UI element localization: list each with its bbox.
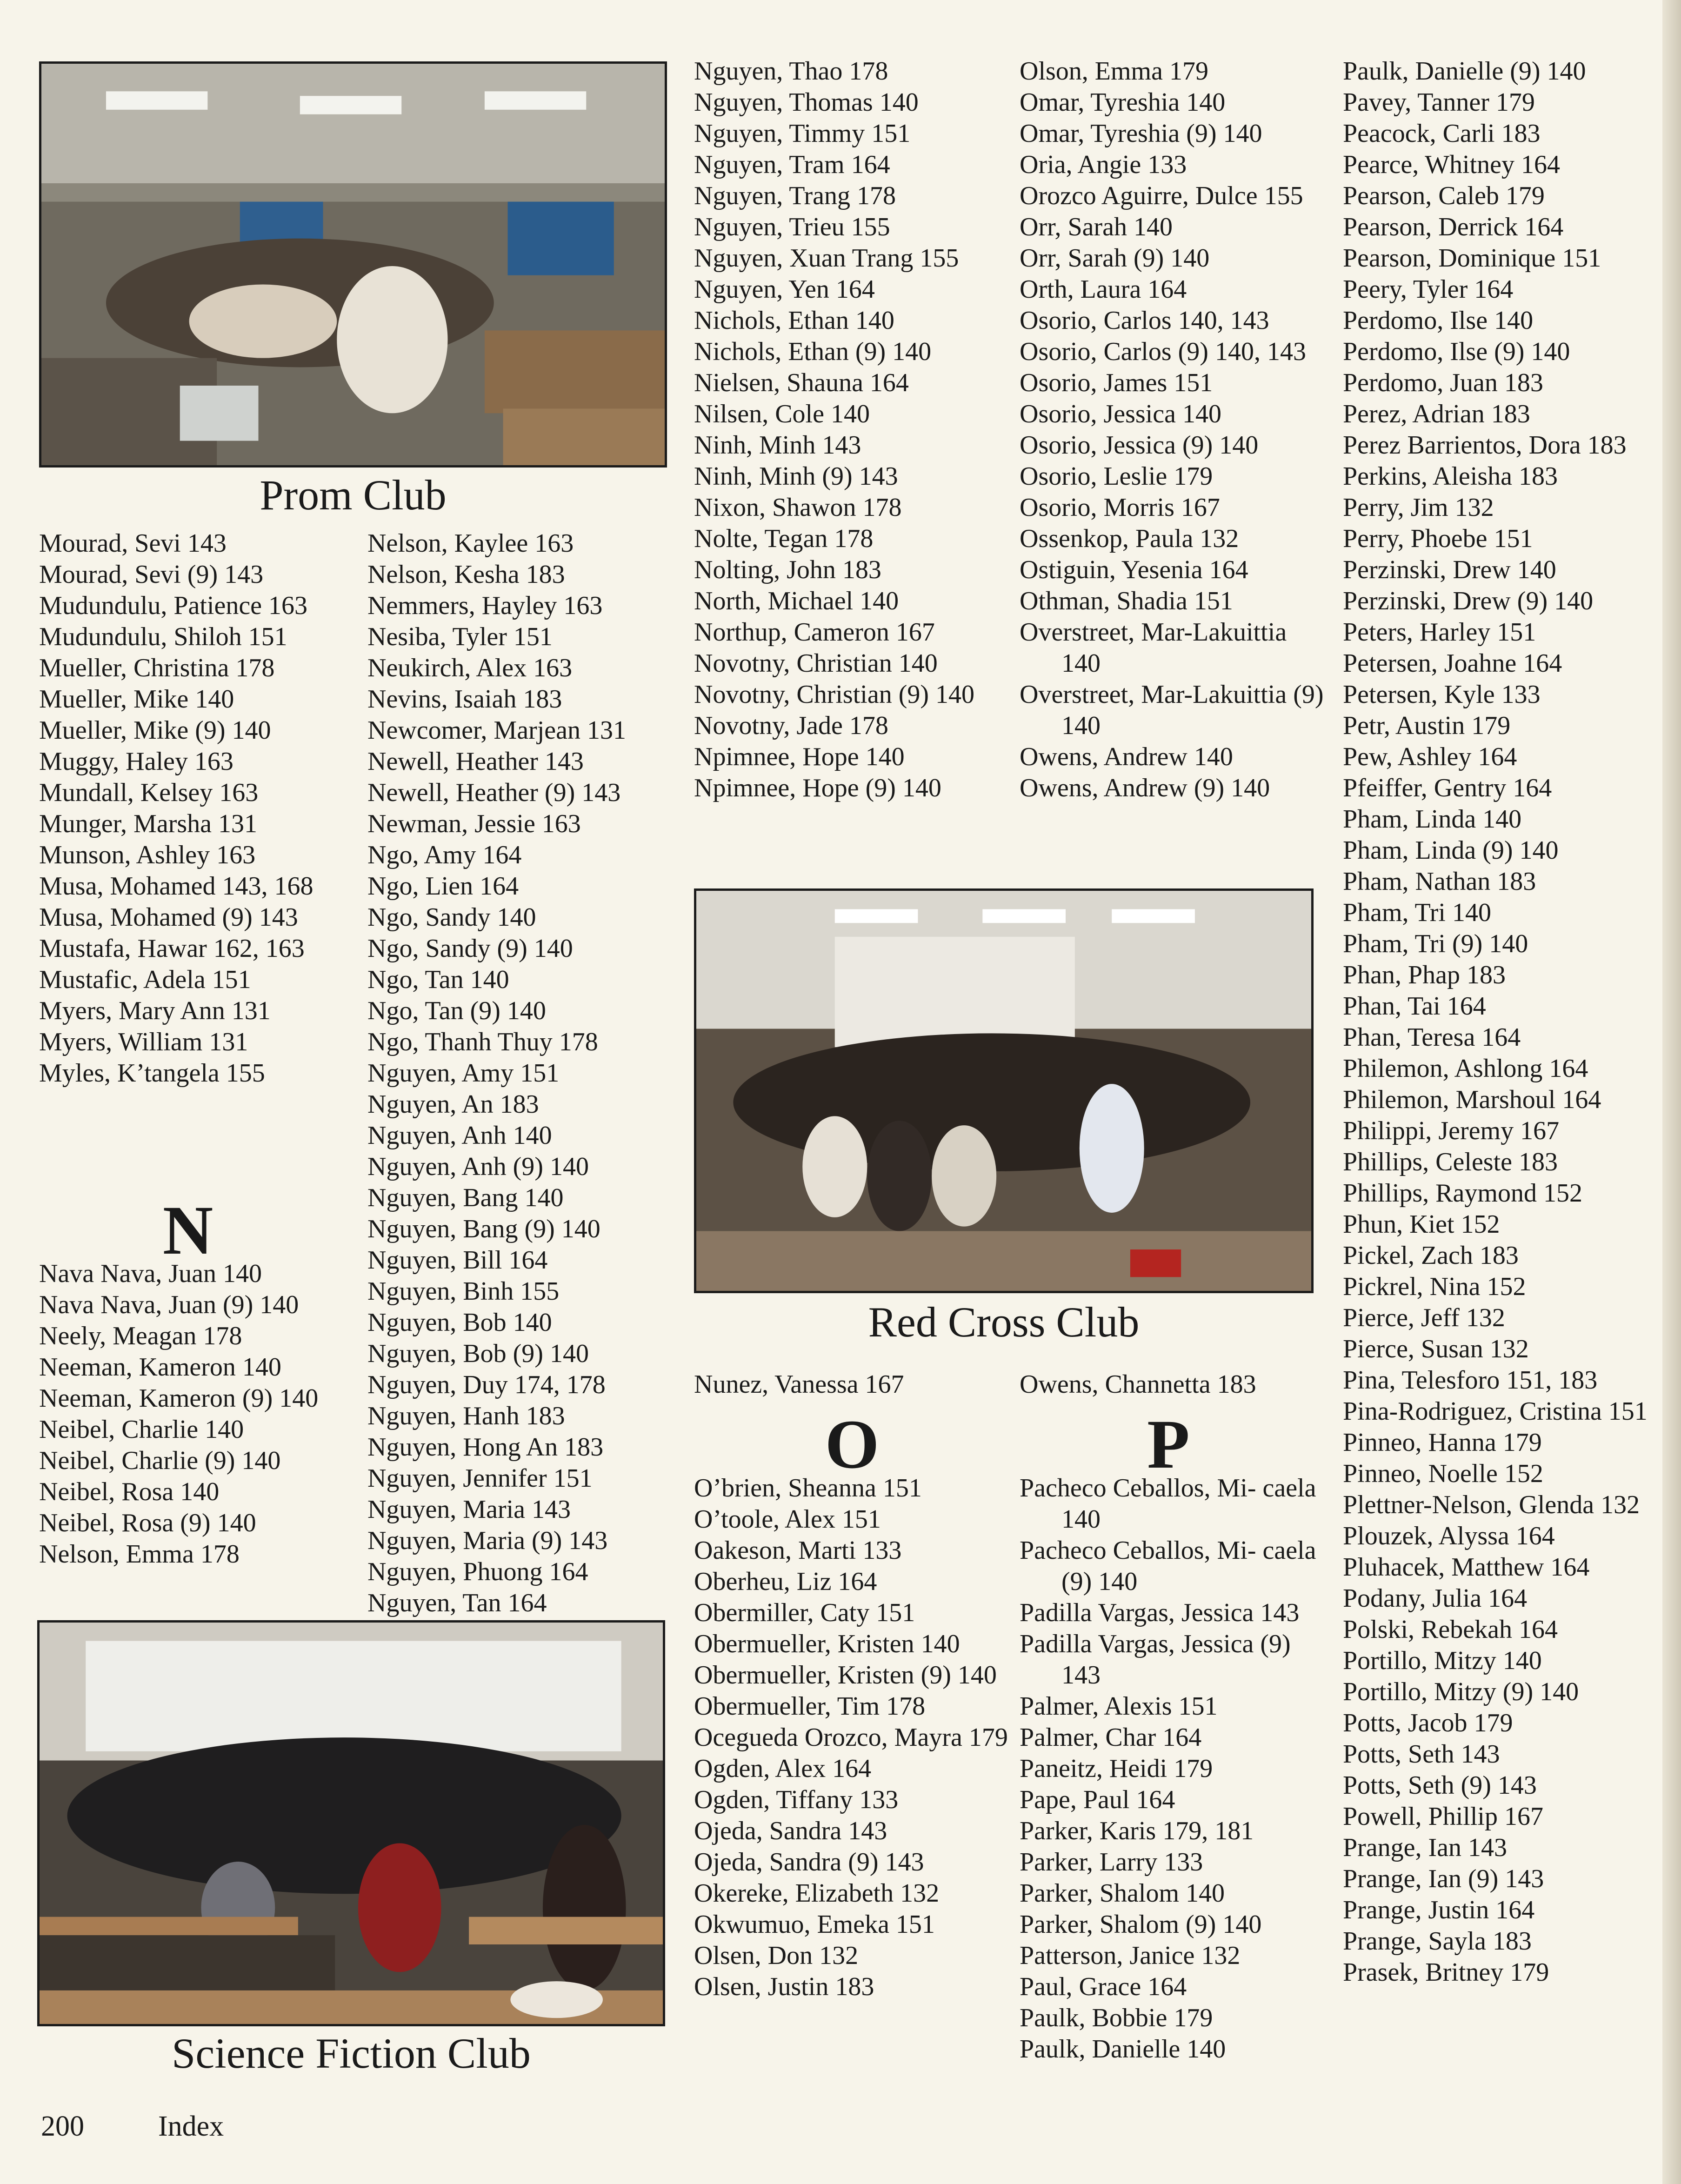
index-entry: Osorio, Jessica 140 (1020, 400, 1221, 428)
index-entry: Othman, Shadia 151 (1020, 587, 1233, 615)
index-entry: Perry, Phoebe 151 (1343, 524, 1533, 553)
index-entry: Pham, Linda 140 (1343, 805, 1522, 834)
index-entry: O’brien, Sheanna 151 (694, 1474, 922, 1503)
index-entry: North, Michael 140 (694, 587, 899, 615)
index-entry: Pluhacek, Matthew 164 (1343, 1553, 1590, 1582)
index-entry: Prasek, Britney 179 (1343, 1958, 1549, 1987)
index-entry: Olsen, Justin 183 (694, 1972, 874, 2001)
index-entry: Nguyen, Tan 164 (367, 1589, 547, 1617)
index-entry: Nguyen, Amy 151 (367, 1059, 560, 1088)
index-entry: Nguyen, Bang (9) 140 (367, 1215, 600, 1243)
index-entry: Pina-Rodriguez, Cristina 151 (1343, 1397, 1648, 1426)
index-entry: Ninh, Minh (9) 143 (694, 462, 898, 491)
index-entry: Padilla Vargas, Jessica (9) 143 (1020, 1630, 1291, 1690)
index-entry: Mundall, Kelsey 163 (39, 778, 259, 807)
science-fiction-club-photo (37, 1620, 665, 2026)
index-entry: Pearson, Derrick 164 (1343, 213, 1564, 241)
index-entry: Nemmers, Hayley 163 (367, 591, 603, 620)
index-entry: Oberheu, Liz 164 (694, 1567, 877, 1596)
index-entry: Neeman, Kameron (9) 140 (39, 1384, 319, 1413)
index-entry: Obermueller, Kristen (9) 140 (694, 1661, 997, 1690)
index-column-1b (39, 1258, 337, 1570)
science-fiction-club-caption: Science Fiction Club (172, 2030, 531, 2077)
index-entry: Pavey, Tanner 179 (1343, 88, 1535, 117)
index-entry: Munson, Ashley 163 (39, 841, 256, 869)
index-entry: Padilla Vargas, Jessica 143 (1020, 1598, 1300, 1627)
index-column-4c (1020, 1473, 1327, 2065)
index-column-4b (1020, 1369, 1327, 1400)
index-entry: Nelson, Kesha 183 (367, 560, 565, 589)
index-entry: Prange, Sayla 183 (1343, 1927, 1532, 1956)
index-entry: Nolte, Tegan 178 (694, 524, 874, 553)
index-entry: Potts, Seth 143 (1343, 1740, 1500, 1769)
index-entry: Nguyen, Phuong 164 (367, 1557, 588, 1586)
index-entry: Perzinski, Drew 140 (1343, 555, 1556, 584)
index-entry: Paulk, Bobbie 179 (1020, 2004, 1213, 2032)
index-entry: Nolting, John 183 (694, 555, 881, 584)
index-column-3c (694, 1473, 1010, 2003)
index-entry: Myles, K’tangela 155 (39, 1059, 265, 1088)
index-entry: Phun, Kiet 152 (1343, 1210, 1500, 1239)
index-entry: Pina, Telesforo 151, 183 (1343, 1366, 1598, 1395)
index-entry: Neibel, Charlie 140 (39, 1415, 244, 1444)
index-entry: Neukirch, Alex 163 (367, 654, 573, 682)
index-entry: Omar, Tyreshia 140 (1020, 88, 1226, 117)
index-entry: Nguyen, Bang 140 (367, 1183, 564, 1212)
index-entry: Nguyen, Trang 178 (694, 181, 896, 210)
index-entry: Neibel, Rosa (9) 140 (39, 1509, 256, 1537)
index-entry: Phan, Phap 183 (1343, 961, 1506, 989)
page-edge (1662, 0, 1681, 2184)
index-entry: Ngo, Sandy 140 (367, 903, 536, 932)
index-entry: Mustafic, Adela 151 (39, 965, 251, 994)
index-entry: Pacheco Ceballos, Mi- caela (9) 140 (1020, 1536, 1316, 1596)
index-entry: Nguyen, Timmy 151 (694, 119, 911, 148)
index-entry: Nguyen, Bill 164 (367, 1246, 548, 1275)
index-entry: Osorio, Leslie 179 (1020, 462, 1213, 491)
index-entry: Northup, Cameron 167 (694, 618, 935, 647)
index-column-3b (694, 1369, 1010, 1400)
index-entry: Paneitz, Heidi 179 (1020, 1754, 1213, 1783)
index-column-2 (367, 528, 684, 1619)
index-entry: Parker, Larry 133 (1020, 1848, 1203, 1877)
index-entry: Ngo, Tan (9) 140 (367, 996, 546, 1025)
index-entry: Orr, Sarah (9) 140 (1020, 244, 1210, 273)
index-entry: Ngo, Sandy (9) 140 (367, 934, 573, 963)
index-entry: Perdomo, Ilse 140 (1343, 306, 1534, 335)
index-entry: Ogden, Alex 164 (694, 1754, 872, 1783)
index-entry: Nguyen, Jennifer 151 (367, 1464, 593, 1493)
index-entry: Nguyen, Thomas 140 (694, 88, 919, 117)
index-entry: Patterson, Janice 132 (1020, 1941, 1241, 1970)
index-entry: Newell, Heather 143 (367, 747, 584, 776)
index-entry: Parker, Karis 179, 181 (1020, 1817, 1254, 1845)
index-entry: Nava Nava, Juan 140 (39, 1259, 262, 1288)
index-entry: Nguyen, Bob 140 (367, 1308, 552, 1337)
index-entry: Neeman, Kameron 140 (39, 1353, 281, 1382)
index-entry: Newman, Jessie 163 (367, 809, 581, 838)
index-entry: Nichols, Ethan (9) 140 (694, 337, 932, 366)
index-entry: Neely, Meagan 178 (39, 1322, 242, 1350)
index-entry: Pearce, Whitney 164 (1343, 150, 1561, 179)
index-entry: Nguyen, Anh 140 (367, 1121, 552, 1150)
index-entry: O’toole, Alex 151 (694, 1505, 881, 1534)
index-column-3a (694, 56, 1010, 804)
index-entry: Muggy, Haley 163 (39, 747, 233, 776)
index-entry: Omar, Tyreshia (9) 140 (1020, 119, 1262, 148)
index-entry: Perkins, Aleisha 183 (1343, 462, 1558, 491)
index-entry: Obermueller, Tim 178 (694, 1692, 926, 1721)
section-letter-n: N (162, 1192, 213, 1269)
index-entry: Ngo, Tan 140 (367, 965, 509, 994)
index-entry: Parker, Shalom 140 (1020, 1879, 1225, 1908)
index-entry: Pew, Ashley 164 (1343, 742, 1517, 771)
index-entry: Pierce, Jeff 132 (1343, 1303, 1505, 1332)
index-entry: Nava Nava, Juan (9) 140 (39, 1290, 299, 1319)
index-entry: Novotny, Christian (9) 140 (694, 680, 974, 709)
index-entry: Nunez, Vanessa 167 (694, 1370, 904, 1399)
index-entry: Phan, Tai 164 (1343, 992, 1486, 1021)
index-entry: Pham, Tri 140 (1343, 898, 1491, 927)
index-entry: Philemon, Ashlong 164 (1343, 1054, 1588, 1083)
index-entry: Mueller, Christina 178 (39, 654, 275, 682)
index-entry: Mudundulu, Patience 163 (39, 591, 308, 620)
index-entry: Owens, Channetta 183 (1020, 1370, 1256, 1399)
index-entry: Nguyen, Hong An 183 (367, 1433, 604, 1462)
index-entry: Nilsen, Cole 140 (694, 400, 870, 428)
index-entry: Ngo, Thanh Thuy 178 (367, 1028, 598, 1056)
index-entry: Obermiller, Caty 151 (694, 1598, 915, 1627)
index-column-5 (1343, 56, 1659, 1988)
index-entry: Pham, Linda (9) 140 (1343, 836, 1559, 865)
index-entry: Pacheco Ceballos, Mi- caela 140 (1020, 1474, 1316, 1534)
index-entry: Osorio, Carlos 140, 143 (1020, 306, 1269, 335)
index-entry: Ojeda, Sandra (9) 143 (694, 1848, 924, 1877)
index-entry: Parker, Shalom (9) 140 (1020, 1910, 1262, 1939)
index-entry: Osorio, James 151 (1020, 368, 1213, 397)
index-entry: Neibel, Rosa 140 (39, 1477, 220, 1506)
index-entry: Podany, Julia 164 (1343, 1584, 1528, 1613)
index-entry: Nguyen, Binh 155 (367, 1277, 560, 1306)
index-entry: Petersen, Kyle 133 (1343, 680, 1541, 709)
index-entry: Pinneo, Hanna 179 (1343, 1428, 1542, 1457)
index-entry: Osorio, Carlos (9) 140, 143 (1020, 337, 1306, 366)
index-entry: Nguyen, Duy 174, 178 (367, 1370, 606, 1399)
red-cross-club-caption: Red Cross Club (868, 1298, 1140, 1346)
index-entry: Nguyen, An 183 (367, 1090, 539, 1119)
index-entry: Plouzek, Alyssa 164 (1343, 1522, 1555, 1550)
index-column-4a (1020, 56, 1327, 804)
index-entry: Petersen, Joahne 164 (1343, 649, 1562, 678)
index-entry: Prange, Ian (9) 143 (1343, 1864, 1544, 1893)
index-entry: Nielsen, Shauna 164 (694, 368, 909, 397)
index-entry: Orth, Laura 164 (1020, 275, 1187, 304)
index-entry: Palmer, Char 164 (1020, 1723, 1202, 1752)
section-letter-o: O (825, 1406, 880, 1483)
section-letter-p: P (1147, 1406, 1190, 1483)
index-entry: Newcomer, Marjean 131 (367, 716, 626, 745)
index-entry: Phillips, Raymond 152 (1343, 1179, 1582, 1208)
index-entry: Osorio, Morris 167 (1020, 493, 1220, 522)
index-entry: Paul, Grace 164 (1020, 1972, 1187, 2001)
index-entry: Peters, Harley 151 (1343, 618, 1536, 647)
index-entry: Pham, Tri (9) 140 (1343, 929, 1528, 958)
index-entry: Nixon, Shawon 178 (694, 493, 902, 522)
index-entry: Perez Barrientos, Dora 183 (1343, 431, 1627, 460)
index-entry: Phan, Teresa 164 (1343, 1023, 1521, 1052)
index-entry: Novotny, Jade 178 (694, 711, 888, 740)
index-entry: Mueller, Mike 140 (39, 685, 234, 714)
index-entry: Pham, Nathan 183 (1343, 867, 1536, 896)
index-entry: Owens, Andrew (9) 140 (1020, 774, 1270, 802)
index-entry: Nevins, Isaiah 183 (367, 685, 562, 714)
index-entry: Nesiba, Tyler 151 (367, 622, 553, 651)
index-entry: Prange, Ian 143 (1343, 1833, 1508, 1862)
index-entry: Orr, Sarah 140 (1020, 213, 1173, 241)
index-entry: Ngo, Lien 164 (367, 872, 519, 901)
index-entry: Nguyen, Tram 164 (694, 150, 890, 179)
index-entry: Overstreet, Mar-Lakuittia 140 (1020, 618, 1287, 678)
index-entry: Phillips, Celeste 183 (1343, 1148, 1558, 1176)
index-entry: Nguyen, Hanh 183 (367, 1402, 565, 1430)
index-entry: Newell, Heather (9) 143 (367, 778, 621, 807)
index-column-1a (39, 528, 337, 1089)
index-entry: Npimnee, Hope 140 (694, 742, 905, 771)
index-entry: Perdomo, Ilse (9) 140 (1343, 337, 1570, 366)
prom-club-caption: Prom Club (260, 471, 447, 519)
index-entry: Prange, Justin 164 (1343, 1896, 1535, 1924)
index-entry: Oakeson, Marti 133 (694, 1536, 902, 1565)
index-entry: Oria, Angie 133 (1020, 150, 1187, 179)
index-entry: Nguyen, Trieu 155 (694, 213, 890, 241)
index-entry: Perez, Adrian 183 (1343, 400, 1530, 428)
index-entry: Pape, Paul 164 (1020, 1785, 1175, 1814)
page-number: 200 (41, 2111, 84, 2142)
index-entry: Novotny, Christian 140 (694, 649, 938, 678)
index-entry: Philemon, Marshoul 164 (1343, 1085, 1601, 1114)
index-entry: Pickel, Zach 183 (1343, 1241, 1519, 1270)
index-entry: Pinneo, Noelle 152 (1343, 1459, 1543, 1488)
index-entry: Ngo, Amy 164 (367, 841, 522, 869)
index-entry: Plettner-Nelson, Glenda 132 (1343, 1490, 1640, 1519)
index-entry: Okwumuo, Emeka 151 (694, 1910, 935, 1939)
index-entry: Nelson, Emma 178 (39, 1540, 240, 1569)
index-entry: Portillo, Mitzy 140 (1343, 1646, 1542, 1675)
index-entry: Petr, Austin 179 (1343, 711, 1511, 740)
index-entry: Peacock, Carli 183 (1343, 119, 1541, 148)
index-entry: Olsen, Don 132 (694, 1941, 859, 1970)
index-entry: Neibel, Charlie (9) 140 (39, 1446, 281, 1475)
index-entry: Munger, Marsha 131 (39, 809, 257, 838)
index-entry: Potts, Seth (9) 143 (1343, 1771, 1537, 1800)
index-entry: Potts, Jacob 179 (1343, 1709, 1513, 1737)
index-entry: Perzinski, Drew (9) 140 (1343, 587, 1594, 615)
prom-club-photo (39, 61, 667, 468)
red-cross-club-photo (694, 888, 1314, 1293)
index-entry: Myers, Mary Ann 131 (39, 996, 271, 1025)
index-entry: Nguyen, Maria 143 (367, 1495, 571, 1524)
index-entry: Ostiguin, Yesenia 164 (1020, 555, 1248, 584)
index-entry: Owens, Andrew 140 (1020, 742, 1233, 771)
index-entry: Portillo, Mitzy (9) 140 (1343, 1677, 1579, 1706)
index-entry: Musa, Mohamed 143, 168 (39, 872, 314, 901)
index-entry: Nguyen, Anh (9) 140 (367, 1152, 589, 1181)
index-entry: Nguyen, Maria (9) 143 (367, 1526, 608, 1555)
index-entry: Osorio, Jessica (9) 140 (1020, 431, 1259, 460)
index-entry: Palmer, Alexis 151 (1020, 1692, 1218, 1721)
index-entry: Ogden, Tiffany 133 (694, 1785, 899, 1814)
index-entry: Myers, William 131 (39, 1028, 248, 1056)
index-entry: Nguyen, Yen 164 (694, 275, 875, 304)
index-entry: Mudundulu, Shiloh 151 (39, 622, 287, 651)
index-entry: Pearson, Dominique 151 (1343, 244, 1601, 273)
index-entry: Pfeiffer, Gentry 164 (1343, 774, 1552, 802)
index-entry: Paulk, Danielle (9) 140 (1343, 57, 1586, 86)
index-entry: Nguyen, Bob (9) 140 (367, 1339, 589, 1368)
index-entry: Pearson, Caleb 179 (1343, 181, 1545, 210)
index-entry: Nichols, Ethan 140 (694, 306, 894, 335)
index-entry: Olson, Emma 179 (1020, 57, 1208, 86)
index-entry: Ojeda, Sandra 143 (694, 1817, 887, 1845)
index-entry: Mourad, Sevi (9) 143 (39, 560, 264, 589)
index-entry: Perdomo, Juan 183 (1343, 368, 1543, 397)
index-entry: Musa, Mohamed (9) 143 (39, 903, 298, 932)
index-entry: Npimnee, Hope (9) 140 (694, 774, 941, 802)
index-entry: Paulk, Danielle 140 (1020, 2035, 1226, 2064)
index-entry: Nguyen, Thao 178 (694, 57, 888, 86)
index-entry: Mourad, Sevi 143 (39, 529, 227, 558)
index-entry: Pierce, Susan 132 (1343, 1335, 1529, 1363)
index-entry: Peery, Tyler 164 (1343, 275, 1514, 304)
index-entry: Ocegueda Orozco, Mayra 179 (694, 1723, 1008, 1752)
index-entry: Ninh, Minh 143 (694, 431, 861, 460)
index-entry: Obermueller, Kristen 140 (694, 1630, 960, 1658)
index-entry: Pickrel, Nina 152 (1343, 1272, 1526, 1301)
index-entry: Powell, Phillip 167 (1343, 1802, 1543, 1831)
index-entry: Perry, Jim 132 (1343, 493, 1494, 522)
index-entry: Philippi, Jeremy 167 (1343, 1116, 1560, 1145)
section-label: Index (158, 2111, 224, 2142)
index-entry: Nelson, Kaylee 163 (367, 529, 574, 558)
index-entry: Polski, Rebekah 164 (1343, 1615, 1558, 1644)
index-entry: Mueller, Mike (9) 140 (39, 716, 271, 745)
index-entry: Ossenkop, Paula 132 (1020, 524, 1239, 553)
index-entry: Nguyen, Xuan Trang 155 (694, 244, 959, 273)
index-entry: Orozco Aguirre, Dulce 155 (1020, 181, 1303, 210)
index-entry: Okereke, Elizabeth 132 (694, 1879, 940, 1908)
index-entry: Mustafa, Hawar 162, 163 (39, 934, 305, 963)
index-entry: Overstreet, Mar-Lakuittia (9) 140 (1020, 680, 1324, 740)
